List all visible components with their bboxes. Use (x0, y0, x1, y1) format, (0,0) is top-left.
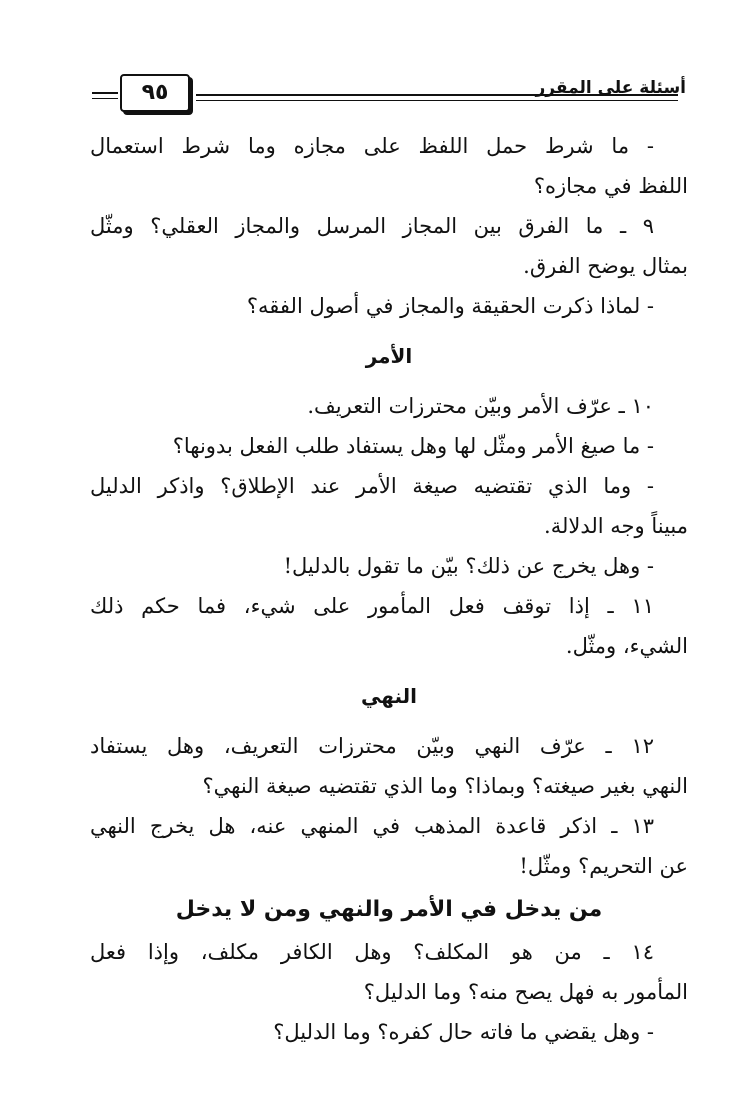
text-line: - لماذا ذكرت الحقيقة والمجاز في أصول الفقه؟ (246, 294, 654, 318)
text-line: ١١ ـ إذا توقف فعل المأمور على شيء، فما حكم ذلك (90, 594, 654, 618)
header-title: أسئلة على المقرر (535, 78, 686, 98)
text-line: - ما شرط حمل اللفظ على مجازه وما شرط استعمال (90, 134, 654, 158)
text-line: ٩ ـ ما الفرق بين المجاز المرسل والمجاز العقلي؟ ومثّل (90, 214, 654, 238)
header-rule-right-thin (196, 100, 678, 101)
text-line: مبيناً وجه الدلالة. (544, 514, 688, 538)
text-line: الشيء، ومثّل. (565, 634, 688, 658)
header-rule-left-thin (92, 98, 118, 99)
text-line: - ما صيغ الأمر ومثّل لها وهل يستفاد طلب الفعل بدونها؟ (172, 434, 654, 458)
text-line: بمثال يوضح الفرق. (523, 254, 688, 278)
text-line: ١٤ ـ من هو المكلف؟ وهل الكافر مكلف، وإذا فعل (90, 940, 654, 964)
text-line: ١٠ ـ عرّف الأمر وبيّن محترزات التعريف. (307, 394, 654, 418)
text-line: - وما الذي تقتضيه صيغة الأمر عند الإطلاق؟ واذكر الدليل (90, 474, 654, 498)
text-line: اللفظ في مجازه؟ (533, 174, 688, 198)
text-line: عن التحريم؟ ومثّل! (519, 854, 688, 878)
section-heading: الأمر (365, 344, 413, 368)
page-number: ٩٥ (120, 74, 190, 112)
text-line: ١٣ ـ اذكر قاعدة المذهب في المنهي عنه، هل يخرج النهي (90, 814, 654, 838)
text-line: - وهل يقضي ما فاته حال كفره؟ وما الدليل؟ (273, 1020, 654, 1044)
text-line: ١٢ ـ عرّف النهي وبيّن محترزات التعريف، وهل يستفاد (90, 734, 654, 758)
text-line: المأمور به فهل يصح منه؟ وما الدليل؟ (363, 980, 688, 1004)
page-header (92, 72, 686, 112)
page-body (90, 126, 688, 1052)
text-line: النهي بغير صيغته؟ وبماذا؟ وما الذي تقتضيه صيغة النهي؟ (202, 774, 688, 798)
text-line: - وهل يخرج عن ذلك؟ بيّن ما تقول بالدليل! (283, 554, 654, 578)
section-heading: من يدخل في الأمر والنهي ومن لا يدخل (175, 897, 603, 922)
section-heading: النهي (361, 684, 417, 708)
header-rule-left (92, 92, 118, 94)
